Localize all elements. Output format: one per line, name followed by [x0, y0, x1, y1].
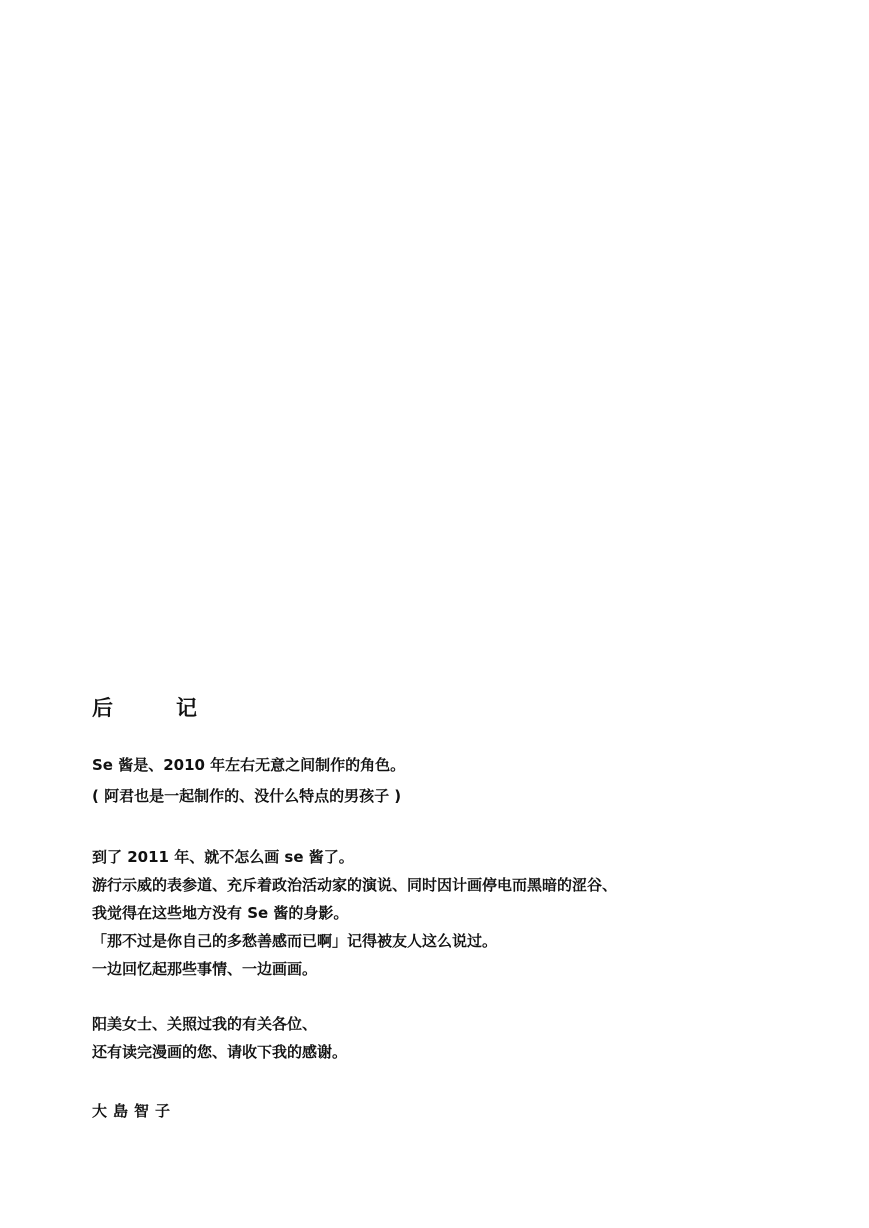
page-title: 后 记 — [92, 696, 197, 720]
text-line: 还有读完漫画的您、请收下我的感谢。 — [92, 1043, 348, 1061]
text-line: Se 酱是、2010 年左右无意之间制作的角色。 — [92, 756, 406, 774]
text-line: 阳美女士、关照过我的有关各位、 — [92, 1015, 318, 1033]
text-line: 到了 2011 年、就不怎么画 se 酱了。 — [92, 848, 354, 866]
text-line: 游行示威的表参道、充斥着政治活动家的演说、同时因计画停电而黑暗的涩谷、 — [92, 876, 618, 894]
text-line: ( 阿君也是一起制作的、没什么特点的男孩子 ) — [92, 787, 402, 805]
text-line: 一边回忆起那些事情、一边画画。 — [92, 960, 318, 978]
author-signature: 大島智子 — [92, 1102, 177, 1120]
text-line: 「那不过是你自己的多愁善感而已啊」记得被友人这么说过。 — [92, 932, 498, 950]
text-line: 我觉得在这些地方没有 Se 酱的身影。 — [92, 904, 349, 922]
